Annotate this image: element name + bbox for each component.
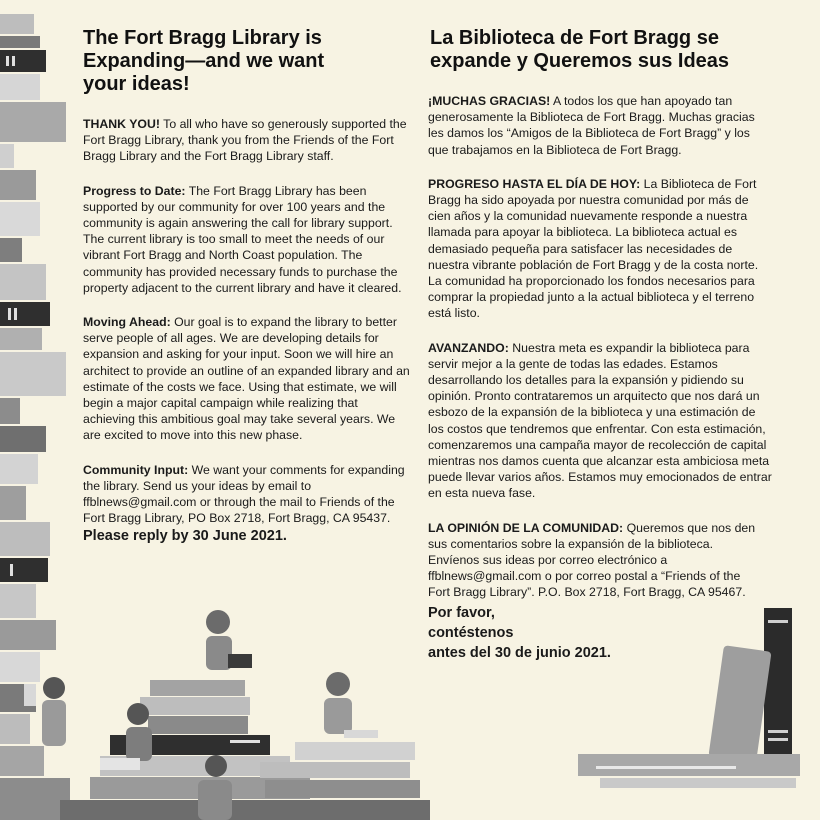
english-title-line2: Expanding—and we want: [83, 50, 325, 72]
spanish-title: [430, 27, 773, 73]
english-title: [83, 27, 413, 96]
spanish-reply-deadline: Por favor, contéstenos antes del 30 de junio 2021.: [428, 604, 611, 661]
spanish-moving-ahead: AVANZANDO: Nuestra meta es expandir la biblioteca para servir mejor a la gente de todas las edades. Estamos desarrollando los detalles para la expansión y pidiendo su opinión. Pronto contrataremos un arquitecto que nos dará un esbozo de la expansión de la biblioteca y una estimación de los costos que tendremos que enfrentar. Con esta estimación, comenzaremos una campaña mayor de recolección de capital mientras nos damos cuenta que alcanzar esta ambiciosa meta puede llevar varios años. Estamos muy emocionados de entrar en esta nueva fase.: [428, 340, 772, 501]
spanish-community-input: LA OPINIÓN DE LA COMUNIDAD: Queremos que nos den sus comentarios sobre la expansión de la biblioteca. Envíenos sus ideas por correo electrónico a ffblnews@gmail.com o por correo postal a “Friends of the Fort Bragg Library”. P.O. Box 2718, Fort Bragg, CA 95467.: [428, 520, 756, 600]
spanish-title-line2: expande y Queremos sus Ideas: [430, 50, 730, 72]
english-community-input: Community Input: We want your comments for expanding the library. Send us your ideas by email to ffblnews@gmail.com or through the mail to Friends of the Fort Bragg Library, PO Box 2718, Fort Bragg, CA 95437.: [83, 462, 405, 526]
english-progress: Progress to Date: The Fort Bragg Library has been supported by our community for over 100 years and the community is again answering the call for library support. The current library is too small to meet the needs of our vibrant Fort Bragg and North Coast population. The community has provided necessary funds to purchase the property adjacent to the current library and have it cleared.: [83, 183, 402, 295]
english-title-line1: The Fort Bragg Library is: [83, 27, 322, 49]
spanish-progress: PROGRESO HASTA EL DÍA DE HOY: La Biblioteca de Fort Bragg ha sido apoyada por nuestra comunidad por más de cien años y la comunidad nuevamente responde a nuestra llamada para apoyar la biblioteca. La biblioteca actual es demasiado pequeña para satisfacer las necesidades de nuestra vibrante población de Fort Bragg y de la costa norte. La comunidad ha proporcionado los fondos necesarios para comprar la propiedad junto a la actual biblioteca y el terreno está listo.: [428, 176, 759, 321]
english-reply-deadline: Please reply by 30 June 2021.: [83, 528, 287, 545]
english-column: [83, 27, 413, 545]
english-moving-ahead: Moving Ahead: Our goal is to expand the library to better serve people of all ages. We are developing details for expansion and asking for your input. Soon we will hire an architect to provide an outline of an expanded library and an estimate of the costs we face. Using that estimate, we will begin a major capital campaign while realizing that achieving this ambitious goal may take several years. We are excited to move into this new phase.: [83, 315, 410, 443]
english-thank-you: THANK YOU! To all who have so generously supported the Fort Bragg Library, thank you from the Friends of the Fort Bragg Library and the Fort Bragg Library staff.: [83, 117, 407, 164]
center-book-pile: [60, 680, 430, 820]
english-title-line3: your ideas!: [83, 73, 190, 95]
spanish-column: [428, 27, 773, 663]
spanish-thank-you: ¡MUCHAS GRACIAS! A todos los que han apoyado tan generosamente la Biblioteca de Fort Bragg. Muchas gracias les damos los “Amigos de la Biblioteca de Fort Bragg” y los que trabajamos en la Biblioteca de Fort Bragg.: [428, 94, 755, 157]
spanish-title-line1: La Biblioteca de Fort Bragg se: [430, 27, 719, 49]
